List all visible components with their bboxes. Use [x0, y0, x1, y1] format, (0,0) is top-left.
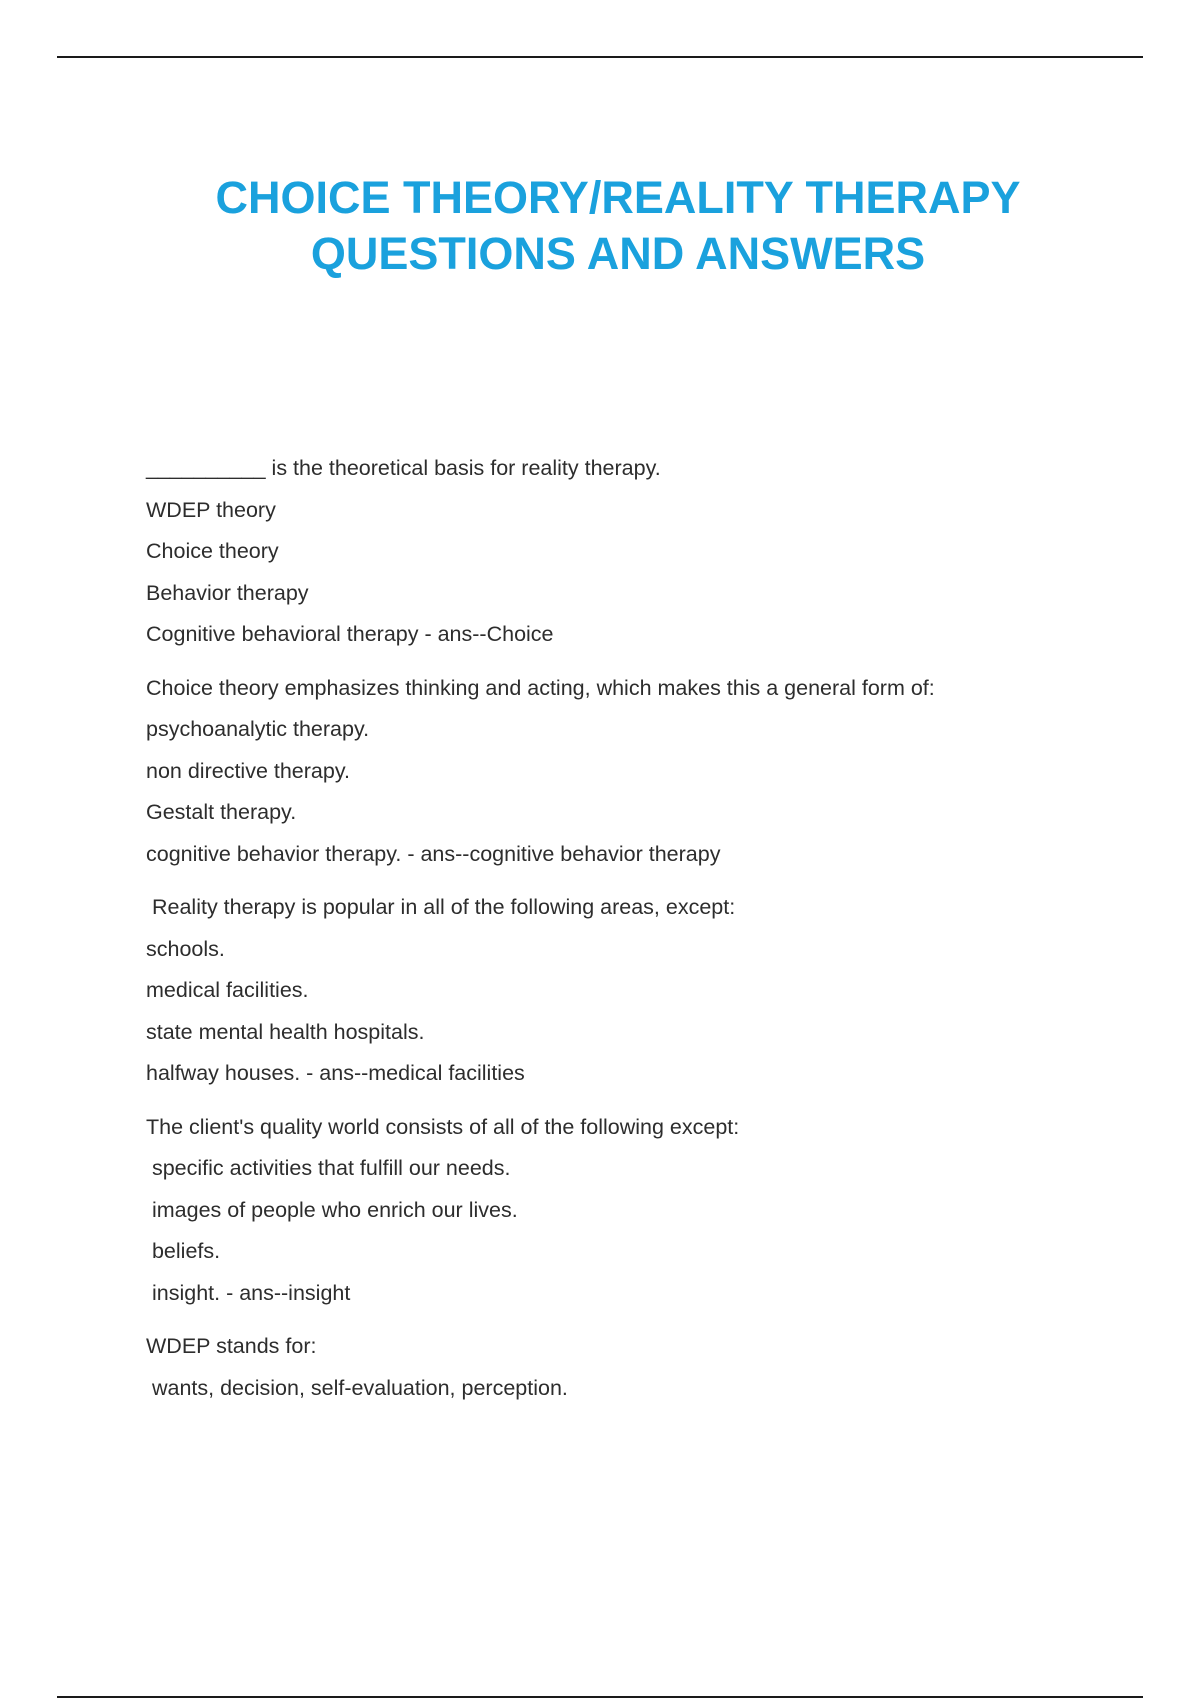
title-line-2: QUESTIONS AND ANSWERS — [310, 228, 926, 279]
answer-option-with-key: cognitive behavior therapy. - ans--cognitive behavior therapy — [146, 841, 721, 866]
qa-content — [146, 448, 1086, 1421]
question-block-2 — [146, 668, 1086, 876]
document-title — [0, 170, 1200, 282]
title-line-1: CHOICE THEORY/REALITY THERAPY — [215, 172, 1021, 223]
answer-option-with-key: insight. - ans--insight — [146, 1280, 351, 1305]
answer-option: specific activities that fulfill our needs. — [146, 1156, 511, 1180]
answer-option: psychoanalytic therapy. — [146, 717, 370, 741]
question-block-1 — [146, 448, 1086, 656]
answer-option: medical facilities. — [146, 978, 309, 1002]
answer-option: schools. — [146, 936, 225, 961]
answer-option: Choice theory — [146, 539, 279, 563]
answer-option: non directive therapy. — [146, 758, 350, 783]
answer-option: images of people who enrich our lives. — [146, 1197, 518, 1222]
answer-option: WDEP theory — [146, 497, 276, 522]
question-text: __________ is the theoretical basis for reality therapy. — [146, 456, 661, 480]
answer-option: state mental health hospitals. — [146, 1019, 425, 1044]
top-rule — [57, 56, 1143, 58]
bottom-rule — [57, 1696, 1143, 1698]
question-block-4 — [146, 1107, 1086, 1315]
question-block-5 — [146, 1326, 1086, 1409]
answer-option: Behavior therapy — [146, 580, 309, 605]
question-block-3 — [146, 887, 1086, 1095]
question-text: Reality therapy is popular in all of the following areas, except: — [146, 895, 736, 919]
answer-option: beliefs. — [146, 1239, 221, 1263]
answer-option: Gestalt therapy. — [146, 800, 297, 824]
question-text: The client's quality world consists of all of the following except: — [146, 1114, 740, 1139]
answer-option: wants, decision, self-evaluation, perception. — [146, 1375, 568, 1400]
question-text: WDEP stands for: — [146, 1334, 317, 1358]
question-text: Choice theory emphasizes thinking and acting, which makes this a general form of: — [146, 675, 935, 700]
answer-option-with-key: halfway houses. - ans--medical facilities — [146, 1061, 525, 1085]
answer-option-with-key: Cognitive behavioral therapy - ans--Choice — [146, 622, 554, 646]
